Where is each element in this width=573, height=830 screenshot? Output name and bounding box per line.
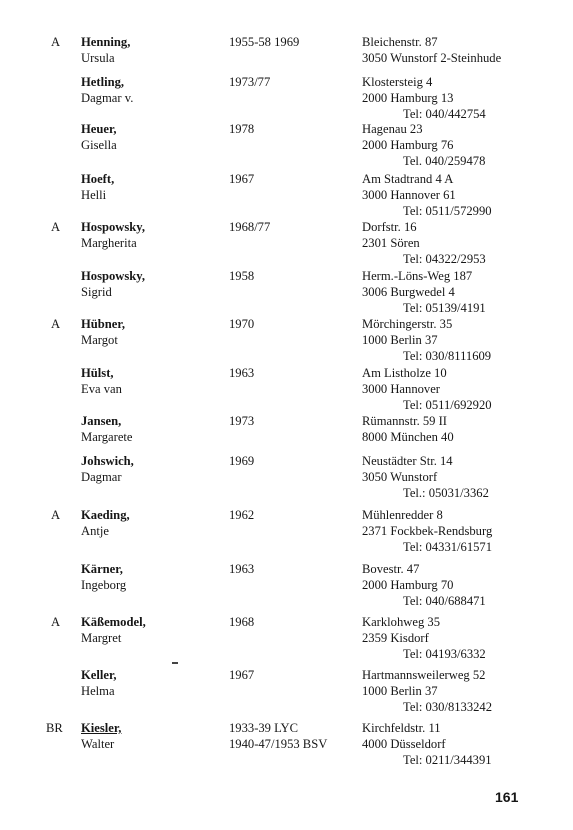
- surname: Kiesler,: [81, 721, 122, 735]
- entry-name: [81, 171, 114, 203]
- entry-years: [229, 720, 327, 752]
- entry-address: [362, 74, 486, 122]
- entry-years: [229, 413, 254, 429]
- entry-name: [81, 614, 146, 646]
- entry-name: [81, 720, 121, 752]
- address-line: Mörchingerstr. 35: [362, 317, 453, 331]
- surname: Käßemodel,: [81, 615, 146, 629]
- entry-years: [229, 74, 270, 90]
- years-line: 1963: [229, 366, 255, 380]
- address-line: Hagenau 23: [362, 122, 423, 136]
- years-line: 1973/77: [229, 75, 271, 89]
- entry-years: [229, 614, 254, 630]
- surname: Keller,: [81, 668, 117, 682]
- address-line: 2000 Hamburg 70: [362, 578, 454, 592]
- phone-number: Tel. 040/259478: [403, 154, 486, 168]
- entry-address: [362, 34, 501, 66]
- entry-years: [229, 667, 254, 683]
- address-line: Bleichenstr. 87: [362, 35, 438, 49]
- address-line: Neustädter Str. 14: [362, 454, 453, 468]
- address-line: 2301 Sören: [362, 236, 420, 250]
- address-line: 1000 Berlin 37: [362, 684, 438, 698]
- surname: Heuer,: [81, 122, 117, 136]
- given-name: Sigrid: [81, 285, 112, 299]
- address-line: Klostersteig 4: [362, 75, 433, 89]
- surname: Kaeding,: [81, 508, 130, 522]
- entry-name: [81, 453, 134, 485]
- entry-years: [229, 365, 254, 381]
- entry-years: [229, 316, 254, 332]
- years-line: 1968: [229, 615, 255, 629]
- entry-address: [362, 453, 489, 501]
- entry-years: [229, 34, 299, 50]
- address-line: Mühlenredder 8: [362, 508, 443, 522]
- given-name: Helli: [81, 188, 107, 202]
- years-line: 1969: [229, 454, 255, 468]
- address-line: 2371 Fockbek-Rendsburg: [362, 524, 493, 538]
- years-line: 1967: [229, 668, 255, 682]
- entry-years: [229, 219, 270, 235]
- entry-address: [362, 507, 492, 555]
- address-line: Am Stadtrand 4 A: [362, 172, 454, 186]
- surname: Hetling,: [81, 75, 125, 89]
- phone-number: Tel: 04322/2953: [403, 252, 486, 266]
- entry-years: [229, 507, 254, 523]
- entry-tag: A: [51, 220, 61, 234]
- phone-number: Tel: 040/688471: [403, 594, 486, 608]
- phone-number: Tel: 0511/692920: [403, 398, 492, 412]
- given-name: Walter: [81, 737, 115, 751]
- given-name: Ursula: [81, 51, 115, 65]
- phone-number: Tel: 04193/6332: [403, 647, 486, 661]
- given-name: Margret: [81, 631, 122, 645]
- address-line: 3000 Hannover: [362, 382, 440, 396]
- entry-name: [81, 316, 125, 348]
- entry-address: [362, 720, 492, 768]
- surname: Hoeft,: [81, 172, 115, 186]
- phone-number: Tel: 040/442754: [403, 107, 486, 121]
- entry-address: [362, 121, 485, 169]
- print-speck: [172, 662, 178, 664]
- address-line: Rümannstr. 59 II: [362, 414, 448, 428]
- phone-number: Tel: 04331/61571: [403, 540, 493, 554]
- address-line: Herm.-Löns-Weg 187: [362, 269, 473, 283]
- given-name: Eva van: [81, 382, 122, 396]
- phone-number: Tel: 030/8111609: [403, 349, 492, 363]
- entry-address: [362, 614, 486, 662]
- years-line: 1968/77: [229, 220, 271, 234]
- entry-name: [81, 74, 133, 106]
- entry-name: [81, 219, 145, 251]
- entry-name: [81, 561, 126, 593]
- page-number: 161: [495, 789, 519, 805]
- years-line: 1933-39 LYC: [229, 721, 299, 735]
- years-line: 1962: [229, 508, 255, 522]
- entry-name: [81, 34, 130, 66]
- address-line: 3006 Burgwedel 4: [362, 285, 455, 299]
- surname: Hospowsky,: [81, 220, 146, 234]
- phone-number: Tel: 030/8133242: [403, 700, 493, 714]
- given-name: Margot: [81, 333, 118, 347]
- entry-address: [362, 561, 486, 609]
- entry-address: [362, 365, 492, 413]
- surname: Henning,: [81, 35, 131, 49]
- entry-tag: A: [51, 508, 61, 522]
- entry-years: [229, 171, 254, 187]
- surname: Jansen,: [81, 414, 122, 428]
- surname: Hübner,: [81, 317, 125, 331]
- address-line: 2000 Hamburg 76: [362, 138, 454, 152]
- phone-number: Tel: 0211/344391: [403, 753, 492, 767]
- entry-address: [362, 316, 491, 364]
- address-line: 8000 München 40: [362, 430, 454, 444]
- years-line: 1958: [229, 269, 255, 283]
- entry-address: [362, 171, 492, 219]
- given-name: Margarete: [81, 430, 133, 444]
- given-name: Ingeborg: [81, 578, 127, 592]
- address-line: 3000 Hannover 61: [362, 188, 456, 202]
- address-line: 4000 Düsseldorf: [362, 737, 446, 751]
- surname: Johswich,: [81, 454, 134, 468]
- entry-years: [229, 268, 254, 284]
- years-line: 1940-47/1953 BSV: [229, 737, 328, 751]
- address-line: 1000 Berlin 37: [362, 333, 438, 347]
- address-line: 2359 Kisdorf: [362, 631, 429, 645]
- address-line: Dorfstr. 16: [362, 220, 417, 234]
- years-line: 1967: [229, 172, 255, 186]
- address-line: Bovestr. 47: [362, 562, 420, 576]
- surname: Hospowsky,: [81, 269, 146, 283]
- phone-number: Tel: 05139/4191: [403, 301, 486, 315]
- address-line: Karklohweg 35: [362, 615, 440, 629]
- entry-address: [362, 667, 492, 715]
- phone-number: Tel.: 05031/3362: [403, 486, 489, 500]
- entry-tag: A: [51, 317, 61, 331]
- address-line: 3050 Wunstorf 2-Steinhude: [362, 51, 502, 65]
- given-name: Helma: [81, 684, 115, 698]
- entry-name: [81, 268, 145, 300]
- address-line: Kirchfeldstr. 11: [362, 721, 441, 735]
- years-line: 1978: [229, 122, 255, 136]
- entry-name: [81, 365, 122, 397]
- entry-name: [81, 413, 133, 445]
- years-line: 1955-58 1969: [229, 35, 300, 49]
- given-name: Dagmar v.: [81, 91, 134, 105]
- entry-address: [362, 268, 486, 316]
- entry-address: [362, 219, 486, 267]
- address-line: 3050 Wunstorf: [362, 470, 438, 484]
- entry-name: [81, 507, 130, 539]
- years-line: 1963: [229, 562, 255, 576]
- entry-tag: A: [51, 35, 61, 49]
- years-line: 1970: [229, 317, 255, 331]
- entry-years: [229, 561, 254, 577]
- address-line: Am Listholze 10: [362, 366, 447, 380]
- given-name: Dagmar: [81, 470, 122, 484]
- entry-years: [229, 121, 254, 137]
- address-line: Hartmannsweilerweg 52: [362, 668, 486, 682]
- entry-name: [81, 667, 117, 699]
- given-name: Antje: [81, 524, 109, 538]
- surname: Hülst,: [81, 366, 114, 380]
- entry-years: [229, 453, 254, 469]
- address-line: 2000 Hamburg 13: [362, 91, 454, 105]
- surname: Kärner,: [81, 562, 123, 576]
- phone-number: Tel: 0511/572990: [403, 204, 492, 218]
- entry-address: [362, 413, 454, 445]
- entry-tag: BR: [46, 721, 63, 735]
- given-name: Gisella: [81, 138, 117, 152]
- entry-tag: A: [51, 615, 61, 629]
- given-name: Margherita: [81, 236, 137, 250]
- entry-name: [81, 121, 117, 153]
- years-line: 1973: [229, 414, 255, 428]
